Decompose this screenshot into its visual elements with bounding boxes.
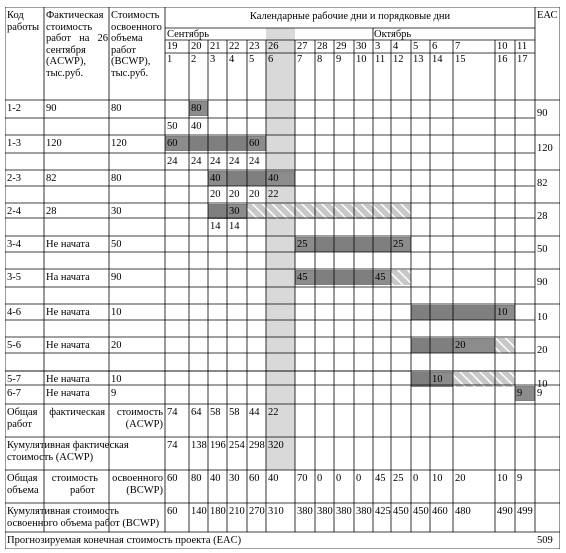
task-bcwp: 80 [111, 103, 122, 114]
date-cell: 6 [432, 41, 438, 52]
task-bcwp: 9 [111, 388, 117, 399]
task-eac: 120 [537, 143, 553, 154]
summary-value: 320 [268, 440, 284, 451]
summary-value: 58 [210, 407, 221, 418]
summary-value: 0 [336, 473, 342, 484]
summary-value: 60 [167, 506, 178, 517]
eac-column-header: ЕАС [537, 10, 558, 21]
date-cell: 7 [455, 41, 461, 52]
summary-value: 74 [167, 407, 178, 418]
date-cell: 5 [413, 41, 419, 52]
summary-value: 74 [167, 440, 178, 451]
task-bcwp: 120 [111, 138, 127, 149]
daily-cost: 24 [167, 156, 178, 167]
date-cell: 27 [297, 41, 308, 52]
task-acwp: 120 [46, 138, 62, 149]
summary-value: 45 [375, 473, 386, 484]
summary-value: 210 [229, 506, 245, 517]
ordinal-cell: 17 [517, 54, 528, 65]
summary-value: 499 [517, 506, 533, 517]
task-acwp: Не начата [46, 374, 90, 385]
task-bcwp: 10 [111, 307, 122, 318]
summary-value: 70 [297, 473, 308, 484]
summary-value: 30 [229, 473, 240, 484]
summary-value: 254 [229, 440, 245, 451]
bcwp-column-header: Стоимость освоенного объема работ (BCWP), тыс.руб. [111, 10, 162, 79]
date-cell: 29 [336, 41, 347, 52]
gantt-bar-planned [391, 270, 411, 285]
task-acwp: Не начата [46, 388, 90, 399]
bar-label: 30 [229, 206, 240, 217]
daily-cost: 24 [229, 156, 240, 167]
task-bcwp: 30 [111, 206, 122, 217]
summary-value: 425 [375, 506, 391, 517]
task-code: 1-3 [7, 138, 21, 149]
daily-cost: 20 [229, 189, 240, 200]
summary-value: 380 [297, 506, 313, 517]
ordinal-cell: 3 [210, 54, 216, 65]
task-eac: 9 [537, 388, 543, 399]
task-acwp: Не начата [46, 307, 90, 318]
summary-value: 450 [393, 506, 409, 517]
acwp-column-header: Фактическая стоимость работ на 26 сентября (ACWP), тыс.руб. [46, 10, 108, 79]
daily-cost: 50 [167, 121, 178, 132]
bar-label: 60 [249, 138, 260, 149]
task-eac: 28 [537, 211, 548, 222]
ordinal-cell: 9 [336, 54, 342, 65]
daily-cost: 20 [249, 189, 260, 200]
bar-label: 25 [297, 239, 308, 250]
summary-value: 60 [249, 473, 260, 484]
daily-cost: 20 [210, 189, 221, 200]
summary-value: 40 [210, 473, 221, 484]
ordinal-cell: 10 [356, 54, 367, 65]
summary-label: Кумулятивная фактическая стоимость (ACWP) [7, 440, 129, 463]
summary-value: 380 [317, 506, 333, 517]
summary-value: 44 [249, 407, 260, 418]
summary-value: 10 [497, 473, 508, 484]
bar-label: 45 [297, 272, 308, 283]
month-september: Сентябрь [167, 29, 210, 40]
summary-value: 0 [356, 473, 362, 484]
summary-value: 196 [210, 440, 226, 451]
task-acwp: 90 [46, 103, 57, 114]
daily-cost: 14 [229, 221, 240, 232]
daily-cost: 24 [210, 156, 221, 167]
date-cell: 20 [191, 41, 202, 52]
summary-value: 22 [268, 407, 279, 418]
summary-value: 20 [455, 473, 466, 484]
date-cell: 26 [268, 41, 279, 52]
task-acwp: На начата [46, 272, 90, 283]
summary-value: 80 [191, 473, 202, 484]
task-code: 4-6 [7, 307, 21, 318]
ordinal-cell: 8 [317, 54, 323, 65]
calendar-header: Календарные рабочие дни и порядковые дни [249, 11, 451, 22]
bar-label: 40 [210, 173, 221, 184]
summary-value: 0 [413, 473, 419, 484]
summary-value: 180 [210, 506, 226, 517]
bar-label: 20 [455, 340, 466, 351]
task-code: 3-4 [7, 239, 21, 250]
summary-label: Кумулятивная стоимость освоенного объема работ (BCWP) [7, 506, 160, 529]
task-code: 1-2 [7, 103, 21, 114]
ordinal-cell: 12 [393, 54, 404, 65]
task-eac: 82 [537, 178, 548, 189]
daily-cost: 40 [191, 121, 202, 132]
daily-cost: 24 [191, 156, 202, 167]
date-cell: 21 [210, 41, 221, 52]
task-bcwp: 50 [111, 239, 122, 250]
task-acwp: Не начата [46, 340, 90, 351]
ordinal-cell: 4 [229, 54, 235, 65]
summary-value: 40 [268, 473, 279, 484]
task-bcwp: 20 [111, 340, 122, 351]
ordinal-cell: 7 [297, 54, 303, 65]
summary-label: Прогнозируемая конечная стоимость проекта (EAC) [7, 535, 242, 546]
summary-label: Общая фактическая стоимость работ (ACWP) [7, 407, 163, 430]
bar-label: 45 [375, 272, 386, 283]
summary-value: 450 [413, 506, 429, 517]
ordinal-cell: 15 [455, 54, 466, 65]
task-code: 5-6 [7, 340, 21, 351]
summary-value: 58 [229, 407, 240, 418]
ordinal-cell: 16 [497, 54, 508, 65]
summary-label: Общая стоимость освоенного объема работ (BCWP) [7, 473, 163, 496]
bar-label: 9 [517, 388, 523, 399]
bar-label: 60 [167, 138, 178, 149]
summary-value: 270 [249, 506, 265, 517]
task-acwp: 28 [46, 206, 57, 217]
summary-value: 10 [432, 473, 443, 484]
date-cell: 30 [356, 41, 367, 52]
task-eac: 10 [537, 379, 548, 390]
date-cell: 10 [497, 41, 508, 52]
date-cell: 23 [249, 41, 260, 52]
summary-value: 64 [191, 407, 202, 418]
ordinal-cell: 14 [432, 54, 443, 65]
summary-value: 0 [317, 473, 323, 484]
summary-value: 380 [336, 506, 352, 517]
task-eac: 90 [537, 108, 548, 119]
ordinal-cell: 1 [167, 54, 173, 65]
task-bcwp: 90 [111, 272, 122, 283]
date-cell: 3 [375, 41, 381, 52]
task-bcwp: 10 [111, 374, 122, 385]
ordinal-cell: 2 [191, 54, 197, 65]
task-code: 5-7 [7, 374, 21, 385]
summary-value: 490 [497, 506, 513, 517]
task-eac: 90 [537, 277, 548, 288]
task-eac: 20 [537, 345, 548, 356]
summary-eac: 509 [537, 535, 553, 546]
ordinal-cell: 11 [375, 54, 386, 65]
date-cell: 19 [167, 41, 178, 52]
summary-value: 9 [517, 473, 523, 484]
task-eac: 50 [537, 244, 548, 255]
evm-gantt-table [5, 7, 560, 549]
date-cell: 4 [393, 41, 399, 52]
summary-value: 480 [455, 506, 471, 517]
task-code: 6-7 [7, 388, 21, 399]
task-code: 2-4 [7, 206, 21, 217]
task-acwp: 82 [46, 173, 57, 184]
summary-value: 140 [191, 506, 207, 517]
summary-value: 25 [393, 473, 404, 484]
task-code: 3-5 [7, 272, 21, 283]
summary-value: 60 [167, 473, 178, 484]
daily-cost: 24 [249, 156, 260, 167]
bar-label: 10 [497, 307, 508, 318]
gantt-bar-planned [495, 338, 515, 353]
date-cell: 22 [229, 41, 240, 52]
ordinal-cell: 13 [413, 54, 424, 65]
date-cell: 28 [317, 41, 328, 52]
date-cell: 11 [517, 41, 528, 52]
bar-label: 25 [393, 239, 404, 250]
summary-value: 298 [249, 440, 265, 451]
month-october: Октябрь [374, 29, 412, 40]
bar-label: 80 [191, 103, 202, 114]
task-bcwp: 80 [111, 173, 122, 184]
code-column-header: Код работы [7, 10, 40, 33]
task-acwp: Не начата [46, 239, 90, 250]
ordinal-cell: 5 [249, 54, 255, 65]
ordinal-cell: 6 [268, 54, 274, 65]
task-code: 2-3 [7, 173, 21, 184]
summary-value: 380 [356, 506, 372, 517]
gantt-bar-planned [247, 204, 411, 219]
summary-value: 460 [432, 506, 448, 517]
bar-label: 40 [268, 173, 279, 184]
summary-value: 138 [191, 440, 207, 451]
task-eac: 10 [537, 312, 548, 323]
summary-value: 310 [268, 506, 284, 517]
daily-cost: 22 [268, 189, 279, 200]
daily-cost: 14 [210, 221, 221, 232]
bar-label: 10 [432, 374, 443, 385]
